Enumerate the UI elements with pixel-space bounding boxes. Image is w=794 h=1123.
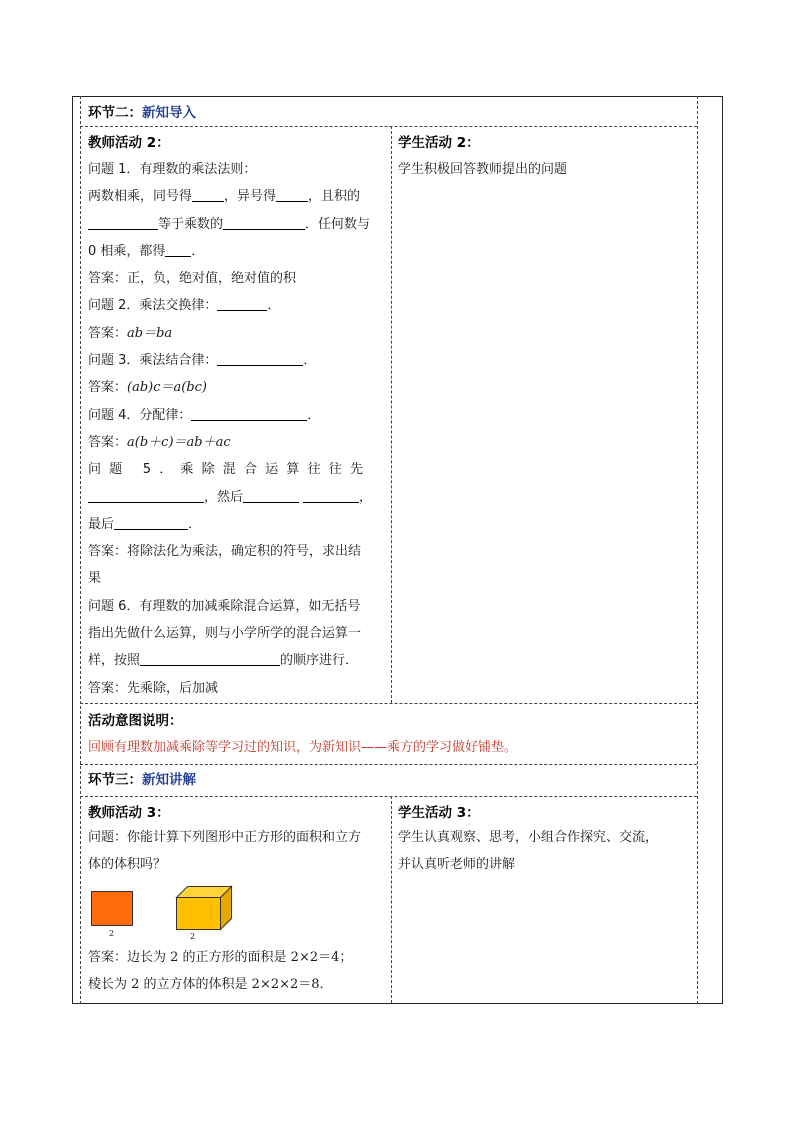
question1-line3: 0 相乘，都得 ． bbox=[88, 243, 205, 259]
blank bbox=[191, 406, 307, 421]
answer-line1: 答案：边长为 2 的正方形的面积是 2×2＝4； bbox=[88, 950, 353, 965]
question5-line2: ，然后 ， bbox=[88, 484, 372, 511]
question2: 问题 2．乘法交换律： ． bbox=[88, 298, 281, 314]
answer5-line1: 答案：将除法化为乘法，确定积的符号，求出结 bbox=[88, 544, 362, 560]
teacher-activity3-question bbox=[88, 824, 361, 879]
question-line2: 体的体积吗？ bbox=[88, 857, 167, 873]
blank bbox=[140, 651, 280, 666]
section2-header-title: 新知导入 bbox=[142, 105, 196, 121]
inner-right-border bbox=[697, 96, 698, 1004]
intent-title: 活动意图说明： bbox=[88, 713, 183, 729]
blank bbox=[165, 242, 191, 257]
square-side-label: 2 bbox=[109, 929, 115, 938]
blank bbox=[303, 488, 359, 503]
student-line1: 学生认真观察、思考，小组合作探究、交流， bbox=[398, 830, 659, 845]
blank bbox=[88, 488, 204, 503]
question5-line1: 问题 5．乘除混合运算往往先 bbox=[88, 462, 372, 478]
teacher-activity2-body bbox=[88, 156, 372, 702]
row-divider bbox=[80, 703, 697, 704]
table-top-border bbox=[72, 96, 722, 97]
intent-text: 回顾有理数加减乘除等学习过的知识，为新知识——乘方的学习做好铺垫。 bbox=[88, 740, 518, 755]
blank bbox=[276, 187, 308, 202]
answer3: 答案：(ab)c＝a(bc) bbox=[88, 380, 208, 396]
teacher-activity3-title: 教师活动 3： bbox=[88, 805, 170, 821]
row-divider bbox=[80, 764, 697, 765]
blank bbox=[223, 215, 305, 230]
section2-header bbox=[88, 101, 196, 121]
blank bbox=[217, 296, 267, 311]
student-activity3-body bbox=[398, 824, 658, 879]
row-divider bbox=[80, 126, 697, 127]
section3-header bbox=[88, 768, 196, 788]
student-activity2-text: 学生积极回答教师提出的问题 bbox=[398, 162, 568, 177]
answer2: 答案：ab＝ba bbox=[88, 325, 173, 341]
row-divider bbox=[80, 796, 697, 797]
question6-line2: 指出先做什么运算，则与小学所学的混合运算一 bbox=[88, 626, 362, 642]
answer5-line2: 果 bbox=[88, 571, 102, 587]
blank bbox=[114, 515, 188, 530]
question1-line1: 两数相乘，同号得 ，异号得 ，且积的 bbox=[88, 189, 361, 205]
question6-line1: 问题 6．有理数的加减乘除混合运算，如无括号 bbox=[88, 598, 361, 614]
table-right-border bbox=[722, 96, 723, 1004]
table-left-border bbox=[72, 96, 73, 1004]
answer-line2: 棱长为 2 的立方体的体积是 2×2×2＝8． bbox=[88, 977, 333, 993]
question-line1: 问题：你能计算下列图形中正方形的面积和立方 bbox=[88, 830, 362, 845]
teacher-activity2-title: 教师活动 2： bbox=[88, 135, 170, 151]
table-bottom-border bbox=[72, 1003, 722, 1004]
column-divider bbox=[391, 796, 392, 1003]
section2-header-prefix: 环节二： bbox=[88, 105, 142, 121]
blank bbox=[217, 351, 303, 366]
column-divider bbox=[391, 126, 392, 703]
figures bbox=[88, 880, 240, 942]
question5-line3: 最后 ． bbox=[88, 516, 202, 532]
cube-edge-label: 2 bbox=[190, 932, 196, 941]
question1-line2: 等于乘数的 ．任何数与 bbox=[88, 211, 372, 238]
blank bbox=[243, 488, 299, 503]
student-activity2-title: 学生活动 2： bbox=[398, 135, 480, 151]
answer6: 答案：先乘除，后加减 bbox=[88, 680, 219, 696]
square-shape bbox=[92, 892, 133, 926]
student-line2: 并认真听老师的讲解 bbox=[398, 857, 516, 873]
question3: 问题 3．乘法结合律： ． bbox=[88, 353, 317, 369]
cube-front-face bbox=[177, 898, 221, 930]
blank bbox=[192, 187, 224, 202]
student-activity3-title: 学生活动 3： bbox=[398, 805, 480, 821]
inner-left-border bbox=[80, 96, 81, 1004]
answer4: 答案：a(b＋c)＝ab＋ac bbox=[88, 434, 231, 450]
section3-header-title: 新知讲解 bbox=[142, 772, 196, 788]
question1-intro: 问题 1．有理数的乘法法则： bbox=[88, 162, 257, 177]
question6-line3: 样，按照 的顺序进行． bbox=[88, 653, 359, 669]
question4: 问题 4．分配律： ． bbox=[88, 407, 321, 423]
blank bbox=[88, 215, 158, 230]
answer1: 答案：正，负，绝对值，绝对值的积 bbox=[88, 271, 297, 287]
teacher-activity3-answer bbox=[88, 944, 352, 999]
section3-header-prefix: 环节三： bbox=[88, 772, 142, 788]
